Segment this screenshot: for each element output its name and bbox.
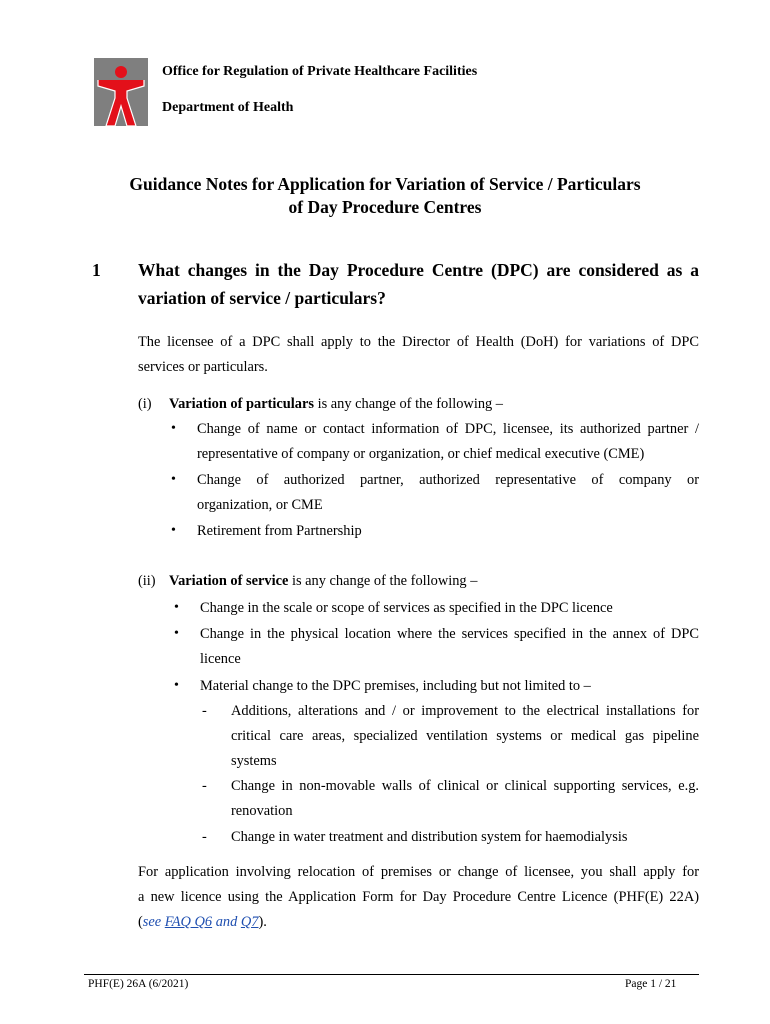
closing-line3 — [138, 914, 267, 931]
service-item-2-line2: licence — [200, 651, 241, 667]
department-of-health-logo — [94, 58, 148, 126]
particulars-marker: (i) — [138, 396, 152, 412]
particulars-label: Variation of particulars — [169, 396, 314, 412]
closing-close-paren: ). — [258, 914, 267, 930]
service-subitem-3-line1: Change in water treatment and distribution system for haemodialysis — [231, 829, 628, 845]
service-item-1-line1: Change in the scale or scope of services as specified in the DPC licence — [200, 600, 613, 616]
closing-open-paren: ( — [138, 914, 143, 930]
service-marker: (ii) — [138, 573, 156, 589]
section-heading-line2: variation of service / particulars? — [138, 288, 386, 308]
section-heading-line1: What changes in the Day Procedure Centre (DPC) are considered as a — [138, 260, 699, 280]
bullet-icon: • — [171, 523, 176, 538]
intro-line1: The licensee of a DPC shall apply to the Director of Health (DoH) for variations of DPC — [138, 334, 699, 350]
particulars-item-2-line1: Change of authorized partner, authorized representative of company or — [197, 472, 699, 488]
service-subitem-2-line2: renovation — [231, 803, 293, 819]
footer-divider — [84, 974, 699, 975]
service-item-2-line1: Change in the physical location where the services specified in the annex of DPC — [200, 626, 699, 642]
particulars-item-1-line1: Change of name or contact information of DPC, licensee, its authorized partner / — [197, 421, 699, 437]
particulars-heading — [169, 396, 503, 413]
service-subitem-1-line2: critical care areas, specialized ventilation systems or medical gas pipeline — [231, 728, 699, 744]
particulars-item-1-line2: representative of company or organization, or chief medical executive (CME) — [197, 446, 645, 462]
document-title-line1: Guidance Notes for Application for Variation of Service / Particulars — [129, 174, 641, 194]
intro-line2: services or particulars. — [138, 359, 268, 375]
bullet-icon: • — [174, 626, 179, 641]
section-number: 1 — [92, 260, 101, 280]
particulars-suffix: is any change of the following – — [313, 396, 504, 412]
dash-marker: - — [202, 778, 207, 794]
form-code: PHF(E) 26A (6/2021) — [88, 978, 189, 990]
dash-marker: - — [202, 703, 207, 719]
bullet-icon: • — [174, 600, 179, 615]
faq-q6-link[interactable] — [165, 914, 212, 930]
faq-q7-link[interactable] — [241, 914, 259, 930]
bullet-icon: • — [174, 678, 179, 693]
faq-see-text: see — [142, 914, 165, 930]
closing-line1: For application involving relocation of premises or change of licensee, you shall apply for — [138, 864, 699, 880]
service-subitem-1-line3: systems — [231, 753, 277, 769]
service-heading — [169, 573, 477, 590]
service-subitem-2-line1: Change in non-movable walls of clinical or clinical supporting services, e.g. — [231, 778, 699, 794]
service-subitem-1-line1: Additions, alterations and / or improvement to the electrical installations for — [231, 703, 699, 719]
faq-q6-link-text[interactable]: FAQ Q6 — [164, 914, 213, 930]
org-name: Office for Regulation of Private Healthcare Facilities — [162, 64, 478, 79]
faq-and-text: and — [212, 914, 241, 930]
page-number: Page 1 / 21 — [625, 978, 677, 990]
particulars-item-2-line2: organization, or CME — [197, 497, 323, 513]
department-name: Department of Health — [162, 100, 294, 115]
faq-q7-link-text[interactable]: Q7 — [240, 914, 259, 930]
document-title-line2: of Day Procedure Centres — [288, 197, 482, 217]
closing-line2: a new licence using the Application Form for Day Procedure Centre Licence (PHF(E) 22A) — [138, 889, 699, 905]
particulars-item-3-line1: Retirement from Partnership — [197, 523, 362, 539]
bullet-icon: • — [171, 472, 176, 487]
service-label: Variation of service — [169, 573, 289, 589]
dash-marker: - — [202, 829, 207, 845]
service-suffix: is any change of the following – — [288, 573, 478, 589]
service-item-3-line1: Material change to the DPC premises, including but not limited to – — [200, 678, 591, 694]
bullet-icon: • — [171, 421, 176, 436]
